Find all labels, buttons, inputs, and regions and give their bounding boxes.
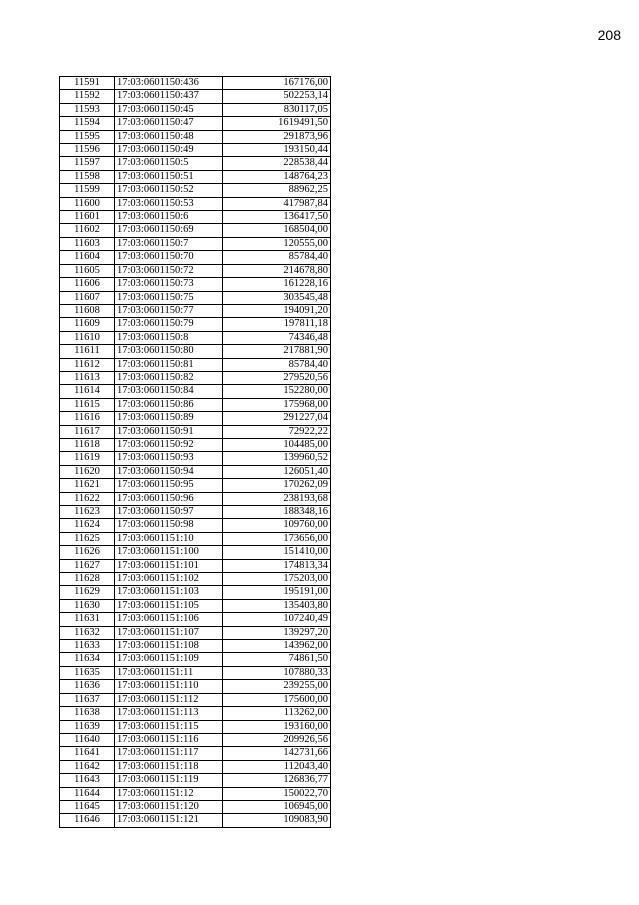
row-number: 11612 <box>60 358 115 371</box>
table-row <box>60 519 331 532</box>
table-row <box>60 331 331 344</box>
cadastral-number: 17:03:0601150:6 <box>115 211 223 224</box>
value-cell: 74861,50 <box>223 653 331 666</box>
cadastral-number: 17:03:0601150:49 <box>115 144 223 157</box>
value-cell: 139297,20 <box>223 626 331 639</box>
table-row <box>60 760 331 773</box>
cadastral-number: 17:03:0601150:436 <box>115 77 223 90</box>
cadastral-table <box>59 76 331 828</box>
table-row <box>60 157 331 170</box>
table-row <box>60 800 331 813</box>
row-number: 11600 <box>60 197 115 210</box>
cadastral-number: 17:03:0601150:69 <box>115 224 223 237</box>
row-number: 11593 <box>60 103 115 116</box>
cadastral-number: 17:03:0601151:100 <box>115 546 223 559</box>
row-number: 11623 <box>60 506 115 519</box>
value-cell: 126051,40 <box>223 465 331 478</box>
table-row <box>60 345 331 358</box>
table-row <box>60 573 331 586</box>
row-number: 11622 <box>60 492 115 505</box>
cadastral-number: 17:03:0601151:110 <box>115 680 223 693</box>
table-row <box>60 599 331 612</box>
value-cell: 174813,34 <box>223 559 331 572</box>
cadastral-number: 17:03:0601150:93 <box>115 452 223 465</box>
table-row <box>60 680 331 693</box>
cadastral-number: 17:03:0601151:101 <box>115 559 223 572</box>
value-cell: 150022,70 <box>223 787 331 800</box>
table-row <box>60 559 331 572</box>
cadastral-number: 17:03:0601151:120 <box>115 800 223 813</box>
row-number: 11595 <box>60 130 115 143</box>
row-number: 11596 <box>60 144 115 157</box>
row-number: 11634 <box>60 653 115 666</box>
table-row <box>60 130 331 143</box>
cadastral-number: 17:03:0601150:80 <box>115 345 223 358</box>
row-number: 11646 <box>60 814 115 827</box>
value-cell: 279520,56 <box>223 371 331 384</box>
value-cell: 170262,09 <box>223 479 331 492</box>
value-cell: 107880,33 <box>223 666 331 679</box>
row-number: 11628 <box>60 573 115 586</box>
table-row <box>60 787 331 800</box>
value-cell: 214678,80 <box>223 264 331 277</box>
cadastral-number: 17:03:0601150:81 <box>115 358 223 371</box>
table-row <box>60 506 331 519</box>
cadastral-number: 17:03:0601150:73 <box>115 278 223 291</box>
table-row <box>60 318 331 331</box>
table-row <box>60 640 331 653</box>
cadastral-number: 17:03:0601150:82 <box>115 371 223 384</box>
cadastral-number: 17:03:0601151:10 <box>115 532 223 545</box>
cadastral-number: 17:03:0601150:91 <box>115 425 223 438</box>
row-number: 11591 <box>60 77 115 90</box>
cadastral-number: 17:03:0601151:121 <box>115 814 223 827</box>
value-cell: 238193,68 <box>223 492 331 505</box>
cadastral-number: 17:03:0601150:94 <box>115 465 223 478</box>
cadastral-number: 17:03:0601151:118 <box>115 760 223 773</box>
cadastral-number: 17:03:0601151:11 <box>115 666 223 679</box>
value-cell: 143962,00 <box>223 640 331 653</box>
row-number: 11610 <box>60 331 115 344</box>
value-cell: 175203,00 <box>223 573 331 586</box>
value-cell: 104485,00 <box>223 438 331 451</box>
table-row <box>60 117 331 130</box>
cadastral-number: 17:03:0601151:112 <box>115 693 223 706</box>
table-row <box>60 77 331 90</box>
table-row <box>60 733 331 746</box>
table-row <box>60 90 331 103</box>
row-number: 11602 <box>60 224 115 237</box>
value-cell: 74346,48 <box>223 331 331 344</box>
table-row <box>60 546 331 559</box>
value-cell: 417987,84 <box>223 197 331 210</box>
table-row <box>60 184 331 197</box>
table-row <box>60 264 331 277</box>
row-number: 11603 <box>60 237 115 250</box>
cadastral-number: 17:03:0601150:77 <box>115 304 223 317</box>
cadastral-number: 17:03:0601151:108 <box>115 640 223 653</box>
table-row <box>60 170 331 183</box>
row-number: 11637 <box>60 693 115 706</box>
value-cell: 139960,52 <box>223 452 331 465</box>
value-cell: 107240,49 <box>223 613 331 626</box>
table-row <box>60 224 331 237</box>
table-body <box>60 77 331 828</box>
row-number: 11594 <box>60 117 115 130</box>
row-number: 11639 <box>60 720 115 733</box>
table-row <box>60 304 331 317</box>
row-number: 11608 <box>60 304 115 317</box>
row-number: 11632 <box>60 626 115 639</box>
cadastral-number: 17:03:0601151:115 <box>115 720 223 733</box>
row-number: 11606 <box>60 278 115 291</box>
value-cell: 142731,66 <box>223 747 331 760</box>
table-row <box>60 251 331 264</box>
table-row <box>60 211 331 224</box>
value-cell: 193150,44 <box>223 144 331 157</box>
row-number: 11609 <box>60 318 115 331</box>
value-cell: 109083,90 <box>223 814 331 827</box>
row-number: 11599 <box>60 184 115 197</box>
cadastral-number: 17:03:0601150:98 <box>115 519 223 532</box>
table-row <box>60 197 331 210</box>
row-number: 11631 <box>60 613 115 626</box>
table-row <box>60 532 331 545</box>
row-number: 11592 <box>60 90 115 103</box>
table-row <box>60 626 331 639</box>
row-number: 11626 <box>60 546 115 559</box>
row-number: 11613 <box>60 371 115 384</box>
value-cell: 502253,14 <box>223 90 331 103</box>
value-cell: 161228,16 <box>223 278 331 291</box>
table-row <box>60 425 331 438</box>
row-number: 11642 <box>60 760 115 773</box>
table-row <box>60 747 331 760</box>
cadastral-number: 17:03:0601151:105 <box>115 599 223 612</box>
table-row <box>60 278 331 291</box>
cadastral-number: 17:03:0601150:95 <box>115 479 223 492</box>
table-row <box>60 479 331 492</box>
row-number: 11605 <box>60 264 115 277</box>
cadastral-number: 17:03:0601150:70 <box>115 251 223 264</box>
row-number: 11636 <box>60 680 115 693</box>
row-number: 11625 <box>60 532 115 545</box>
value-cell: 1619491,50 <box>223 117 331 130</box>
cadastral-number: 17:03:0601150:75 <box>115 291 223 304</box>
cadastral-number: 17:03:0601150:5 <box>115 157 223 170</box>
value-cell: 151410,00 <box>223 546 331 559</box>
table-row <box>60 666 331 679</box>
row-number: 11618 <box>60 438 115 451</box>
value-cell: 194091,20 <box>223 304 331 317</box>
cadastral-number: 17:03:0601151:117 <box>115 747 223 760</box>
value-cell: 239255,00 <box>223 680 331 693</box>
value-cell: 109760,00 <box>223 519 331 532</box>
value-cell: 148764,23 <box>223 170 331 183</box>
cadastral-number: 17:03:0601150:52 <box>115 184 223 197</box>
page-number: 208 <box>597 27 621 43</box>
value-cell: 167176,00 <box>223 77 331 90</box>
table-row <box>60 707 331 720</box>
row-number: 11615 <box>60 398 115 411</box>
table-row <box>60 358 331 371</box>
table-row <box>60 237 331 250</box>
table-row <box>60 412 331 425</box>
cadastral-number: 17:03:0601150:79 <box>115 318 223 331</box>
cadastral-number: 17:03:0601150:7 <box>115 237 223 250</box>
cadastral-number: 17:03:0601151:119 <box>115 774 223 787</box>
cadastral-number: 17:03:0601150:45 <box>115 103 223 116</box>
table-row <box>60 465 331 478</box>
table-row <box>60 438 331 451</box>
table-row <box>60 452 331 465</box>
value-cell: 85784,40 <box>223 251 331 264</box>
row-number: 11616 <box>60 412 115 425</box>
row-number: 11645 <box>60 800 115 813</box>
value-cell: 113262,00 <box>223 707 331 720</box>
cadastral-number: 17:03:0601150:8 <box>115 331 223 344</box>
value-cell: 217881,90 <box>223 345 331 358</box>
table-row <box>60 693 331 706</box>
cadastral-number: 17:03:0601150:86 <box>115 398 223 411</box>
row-number: 11601 <box>60 211 115 224</box>
row-number: 11620 <box>60 465 115 478</box>
cadastral-number: 17:03:0601150:97 <box>115 506 223 519</box>
row-number: 11629 <box>60 586 115 599</box>
row-number: 11598 <box>60 170 115 183</box>
value-cell: 136417,50 <box>223 211 331 224</box>
value-cell: 291873,96 <box>223 130 331 143</box>
value-cell: 88962,25 <box>223 184 331 197</box>
row-number: 11627 <box>60 559 115 572</box>
value-cell: 195191,00 <box>223 586 331 599</box>
cadastral-number: 17:03:0601151:116 <box>115 733 223 746</box>
cadastral-number: 17:03:0601150:51 <box>115 170 223 183</box>
cadastral-number: 17:03:0601150:84 <box>115 385 223 398</box>
cadastral-number: 17:03:0601150:53 <box>115 197 223 210</box>
value-cell: 152280,00 <box>223 385 331 398</box>
value-cell: 209926,56 <box>223 733 331 746</box>
value-cell: 72922,22 <box>223 425 331 438</box>
cadastral-number: 17:03:0601150:48 <box>115 130 223 143</box>
row-number: 11633 <box>60 640 115 653</box>
value-cell: 303545,48 <box>223 291 331 304</box>
cadastral-number: 17:03:0601151:107 <box>115 626 223 639</box>
value-cell: 197811,18 <box>223 318 331 331</box>
row-number: 11597 <box>60 157 115 170</box>
value-cell: 126836,77 <box>223 774 331 787</box>
value-cell: 106945,00 <box>223 800 331 813</box>
table-row <box>60 492 331 505</box>
cadastral-number: 17:03:0601151:12 <box>115 787 223 800</box>
row-number: 11640 <box>60 733 115 746</box>
value-cell: 188348,16 <box>223 506 331 519</box>
row-number: 11607 <box>60 291 115 304</box>
row-number: 11614 <box>60 385 115 398</box>
table-row <box>60 103 331 116</box>
table-row <box>60 613 331 626</box>
value-cell: 120555,00 <box>223 237 331 250</box>
value-cell: 112043,40 <box>223 760 331 773</box>
row-number: 11611 <box>60 345 115 358</box>
cadastral-number: 17:03:0601150:96 <box>115 492 223 505</box>
cadastral-number: 17:03:0601150:47 <box>115 117 223 130</box>
row-number: 11617 <box>60 425 115 438</box>
table-row <box>60 720 331 733</box>
row-number: 11621 <box>60 479 115 492</box>
cadastral-number: 17:03:0601151:106 <box>115 613 223 626</box>
table-row <box>60 385 331 398</box>
value-cell: 175600,00 <box>223 693 331 706</box>
cadastral-number: 17:03:0601150:92 <box>115 438 223 451</box>
table-row <box>60 398 331 411</box>
row-number: 11644 <box>60 787 115 800</box>
row-number: 11604 <box>60 251 115 264</box>
value-cell: 135403,80 <box>223 599 331 612</box>
table-row <box>60 774 331 787</box>
value-cell: 175968,00 <box>223 398 331 411</box>
table-row <box>60 653 331 666</box>
row-number: 11630 <box>60 599 115 612</box>
value-cell: 173656,00 <box>223 532 331 545</box>
cadastral-number: 17:03:0601151:113 <box>115 707 223 720</box>
table-row <box>60 814 331 827</box>
row-number: 11624 <box>60 519 115 532</box>
cadastral-number: 17:03:0601150:89 <box>115 412 223 425</box>
row-number: 11641 <box>60 747 115 760</box>
table-row <box>60 371 331 384</box>
value-cell: 85784,40 <box>223 358 331 371</box>
value-cell: 830117,05 <box>223 103 331 116</box>
row-number: 11643 <box>60 774 115 787</box>
table-row <box>60 586 331 599</box>
row-number: 11635 <box>60 666 115 679</box>
row-number: 11638 <box>60 707 115 720</box>
value-cell: 193160,00 <box>223 720 331 733</box>
row-number: 11619 <box>60 452 115 465</box>
value-cell: 168504,00 <box>223 224 331 237</box>
value-cell: 228538,44 <box>223 157 331 170</box>
cadastral-number: 17:03:0601150:437 <box>115 90 223 103</box>
table-row <box>60 144 331 157</box>
cadastral-number: 17:03:0601151:103 <box>115 586 223 599</box>
value-cell: 291227,04 <box>223 412 331 425</box>
table-row <box>60 291 331 304</box>
cadastral-number: 17:03:0601151:109 <box>115 653 223 666</box>
cadastral-number: 17:03:0601151:102 <box>115 573 223 586</box>
cadastral-number: 17:03:0601150:72 <box>115 264 223 277</box>
